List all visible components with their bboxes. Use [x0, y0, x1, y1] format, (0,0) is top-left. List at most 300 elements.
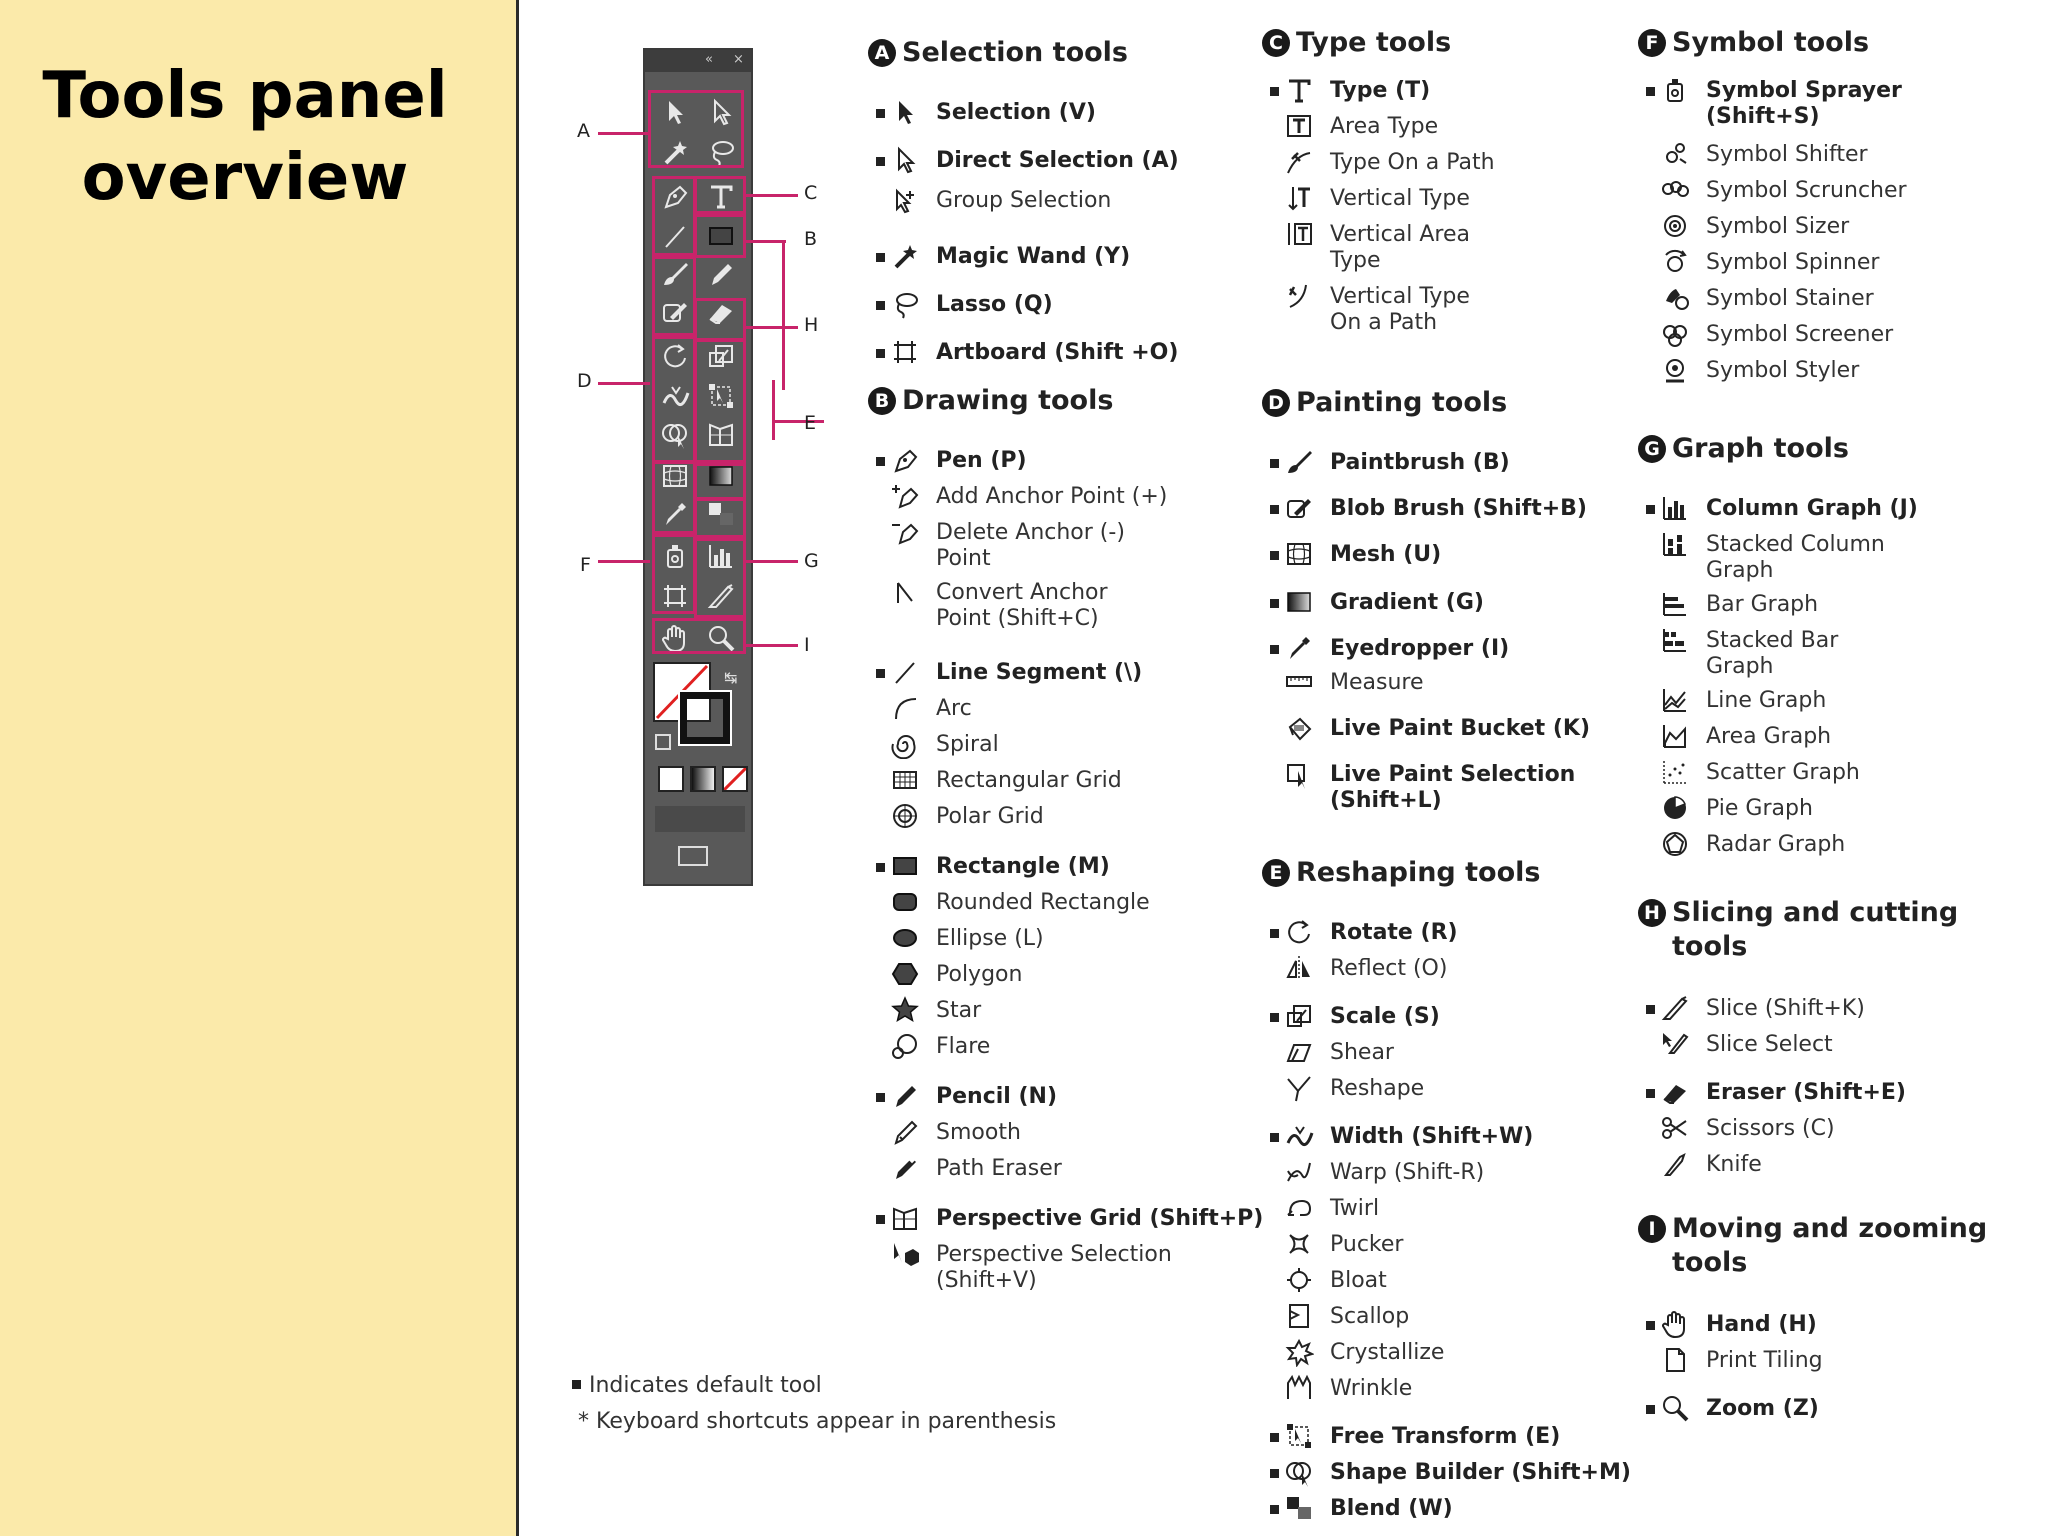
tool-label-line-1: Stacked Column [1706, 532, 1885, 557]
tool-label [1330, 670, 1424, 696]
callout-label-B: B [804, 228, 818, 250]
callout-box-E [694, 338, 746, 466]
tool-label [1706, 214, 1849, 240]
slice-icon [1660, 993, 1690, 1023]
note-bullet [572, 1380, 581, 1389]
callout-leader-line [598, 560, 650, 563]
default-tool-bullet [1270, 551, 1279, 560]
tool-label-line-1: Group Selection [936, 188, 1112, 213]
default-tool-bullet [876, 349, 885, 358]
tool-label-line-2: (Shift+S) [1706, 104, 1820, 129]
tool-label [1706, 532, 1885, 584]
callout-leader-line [746, 644, 798, 647]
tool-label [936, 448, 1027, 474]
tool-label-line-1: Scissors (C) [1706, 1116, 1835, 1141]
tool-label [1706, 250, 1879, 276]
symbol-spinner-icon [1660, 247, 1690, 277]
perspective-select-icon [890, 1239, 920, 1269]
vertical-type-icon [1284, 183, 1314, 213]
width-icon [1284, 1121, 1314, 1151]
default-tool-note [572, 1373, 822, 1398]
gradient-mode-icon[interactable] [690, 766, 716, 792]
twirl-icon [1284, 1193, 1314, 1223]
tool-label-line-1: Vertical Type [1330, 186, 1470, 211]
symbol-sprayer-icon [1660, 75, 1690, 105]
bar-graph-icon [1660, 589, 1690, 619]
vertical-area-type-icon [1284, 219, 1314, 249]
callout-leader-line [746, 560, 798, 563]
section-title-text-2: tools [1672, 1247, 1748, 1278]
delete-anchor-icon [890, 517, 920, 547]
tool-label [936, 1156, 1062, 1182]
shape-builder-icon [1284, 1457, 1314, 1487]
paint-select-icon [1284, 759, 1314, 789]
tool-label [936, 998, 981, 1024]
tool-label [1706, 1116, 1835, 1142]
tool-label-line-1: Line Graph [1706, 688, 1827, 713]
tool-label [936, 768, 1122, 794]
tool-label [1706, 592, 1818, 618]
tool-label [1330, 716, 1590, 742]
hand-icon [1660, 1309, 1690, 1339]
reshape-icon [1284, 1073, 1314, 1103]
default-tool-bullet [1270, 599, 1279, 608]
tool-label-line-1: Polar Grid [936, 804, 1044, 829]
title-line-1: Tools panel [42, 59, 448, 133]
callout-box-G1 [694, 498, 746, 538]
section-title-text: Symbol tools [1672, 27, 1870, 58]
tool-label [1706, 724, 1831, 750]
tool-label [1330, 542, 1441, 568]
tool-label-line-1: Eraser (Shift+E) [1706, 1080, 1906, 1105]
tool-label-line-1: Reshape [1330, 1076, 1425, 1101]
tool-label-line-1: Twirl [1330, 1196, 1380, 1221]
symbol-stainer-icon [1660, 283, 1690, 313]
paintbrush-icon [1284, 447, 1314, 477]
tool-label [1330, 186, 1470, 212]
polygon-icon [890, 959, 920, 989]
tool-label-line-2: Type [1330, 248, 1381, 273]
none-mode-icon[interactable] [722, 766, 748, 792]
tool-label [1330, 496, 1587, 522]
stroke-swatch[interactable] [680, 692, 730, 744]
tool-label-line-1: Bar Graph [1706, 592, 1819, 617]
callout-leader-line [598, 132, 650, 135]
tool-label-line-1: Eyedropper (I) [1330, 636, 1510, 661]
section-title-text: Painting tools [1296, 387, 1508, 418]
tool-label [1706, 832, 1845, 858]
rectangle-icon [890, 851, 920, 881]
direct-arrow-icon [890, 145, 920, 175]
tool-label-line-1: Area Type [1330, 114, 1439, 139]
tool-label-line-1: Rectangle (M) [936, 854, 1110, 879]
tool-label-line-1: Symbol Sprayer [1706, 78, 1902, 103]
callout-label-F: F [580, 554, 591, 576]
tool-label-line-1: Vertical Area [1330, 222, 1470, 247]
tool-label-line-1: Measure [1330, 670, 1424, 695]
callout-box-G2 [694, 538, 746, 618]
tool-label-line-1: Symbol Sizer [1706, 214, 1850, 239]
title-line-2: overview [81, 141, 409, 215]
tool-label-line-1: Pencil (N) [936, 1084, 1058, 1109]
tool-label-line-1: Column Graph (J) [1706, 496, 1918, 521]
tool-label [936, 520, 1125, 572]
line-graph-icon [1660, 685, 1690, 715]
tool-label [1706, 1080, 1906, 1106]
polar-grid-icon [890, 801, 920, 831]
tool-label [1706, 760, 1860, 786]
tool-label-line-2: Graph [1706, 558, 1774, 583]
star-icon [890, 995, 920, 1025]
default-tool-bullet [1270, 929, 1279, 938]
tool-label-line-1: Selection (V) [936, 100, 1096, 125]
tool-label-line-1: Live Paint Bucket (K) [1330, 716, 1591, 741]
tool-label [1330, 114, 1438, 140]
callout-leader-line [772, 420, 824, 423]
tool-label-line-1: Slice (Shift+K) [1706, 996, 1865, 1021]
tool-label [1706, 78, 1902, 130]
tool-label-line-2: (Shift+V) [936, 1268, 1037, 1293]
tool-label [1330, 1376, 1412, 1402]
tool-label [1330, 1196, 1379, 1222]
free-transform-icon [1284, 1421, 1314, 1451]
tool-label [1330, 1124, 1533, 1150]
default-tool-bullet [876, 109, 885, 118]
tool-label-line-1: Hand (H) [1706, 1312, 1817, 1337]
tool-label [1330, 1160, 1484, 1186]
default-tool-bullet [1646, 87, 1655, 96]
section-title-selection [868, 36, 1128, 70]
tool-label [936, 962, 1022, 988]
tool-label [936, 340, 1178, 366]
tool-label [1330, 956, 1447, 982]
tool-label [1330, 636, 1509, 662]
default-colors-icon[interactable] [655, 734, 671, 750]
tool-label-line-1: Paintbrush (B) [1330, 450, 1510, 475]
symbol-sizer-icon [1660, 211, 1690, 241]
knife-icon [1660, 1149, 1690, 1179]
tool-label [1706, 496, 1918, 522]
default-tool-bullet [876, 669, 885, 678]
tool-label-line-1: Rounded Rectangle [936, 890, 1150, 915]
stacked-column-icon [1660, 529, 1690, 559]
section-letter-badge: I [1638, 1215, 1666, 1243]
callout-box-F1 [652, 460, 696, 534]
callout-leader-line [782, 240, 785, 390]
add-anchor-icon [890, 481, 920, 511]
section-title-slicing [1638, 896, 1958, 964]
tool-label-line-2: Point [936, 546, 991, 571]
section-letter-badge: B [868, 387, 896, 415]
tool-label-line-1: Line Segment (\) [936, 660, 1143, 685]
tool-label-line-2: On a Path [1330, 310, 1438, 335]
tool-label-line-1: Pucker [1330, 1232, 1404, 1257]
section-letter-badge: G [1638, 435, 1666, 463]
default-tool-bullet [1270, 505, 1279, 514]
default-tool-bullet [1646, 1405, 1655, 1414]
tool-label [1330, 150, 1495, 176]
vertical-type-path-icon [1284, 281, 1314, 311]
tool-label-line-1: Star [936, 998, 982, 1023]
shortcut-note: * Keyboard shortcuts appear in parenthesis [578, 1409, 1057, 1434]
spiral-icon [890, 729, 920, 759]
tool-label [936, 660, 1142, 686]
tool-label-line-1: Mesh (U) [1330, 542, 1442, 567]
tool-label [1330, 284, 1470, 336]
tool-label [936, 926, 1044, 952]
tool-label [936, 854, 1110, 880]
swap-icon[interactable]: ↹ [724, 668, 738, 687]
callout-label-D: D [577, 370, 592, 392]
section-title-painting [1262, 386, 1507, 420]
callout-label-E: E [804, 412, 817, 434]
wrinkle-icon [1284, 1373, 1314, 1403]
flare-icon [890, 1031, 920, 1061]
tool-label-line-1: Magic Wand (Y) [936, 244, 1131, 269]
draw-modes-row [655, 806, 745, 832]
symbol-scruncher-icon [1660, 175, 1690, 205]
tool-label-line-1: Pen (P) [936, 448, 1027, 473]
tool-label-line-1: Slice Select [1706, 1032, 1833, 1057]
tool-label-line-1: Symbol Shifter [1706, 142, 1868, 167]
callout-leader-line [746, 240, 786, 243]
tool-label [1330, 1340, 1444, 1366]
callout-box-H [694, 298, 746, 342]
rounded-rect-icon [890, 887, 920, 917]
symbol-shifter-icon [1660, 139, 1690, 169]
ellipse-icon [890, 923, 920, 953]
section-title-moving [1638, 1212, 1987, 1280]
tool-label [1706, 628, 1838, 680]
default-tool-bullet [1270, 645, 1279, 654]
group-arrow-icon [890, 185, 920, 215]
panel-title-bar [645, 50, 751, 72]
tool-label [936, 148, 1179, 174]
tool-label [1330, 1460, 1631, 1486]
section-title-reshaping [1262, 856, 1540, 890]
callout-box-B-right [694, 214, 746, 258]
zoom-icon [1660, 1393, 1690, 1423]
tool-label-line-1: Symbol Screener [1706, 322, 1894, 347]
callout-box-D1 [652, 256, 696, 336]
tool-label-line-1: Perspective Grid (Shift+P) [936, 1206, 1264, 1231]
tool-label-line-2: Point (Shift+C) [936, 606, 1099, 631]
tool-label [1330, 1004, 1440, 1030]
section-title-text: Reshaping tools [1296, 857, 1541, 888]
section-title-text: Selection tools [902, 37, 1128, 68]
tool-label [936, 1206, 1263, 1232]
default-tool-bullet [876, 1215, 885, 1224]
tool-label-line-1: Add Anchor Point (+) [936, 484, 1168, 509]
tool-label [1330, 1424, 1560, 1450]
rect-grid-icon [890, 765, 920, 795]
column-graph-icon [1660, 493, 1690, 523]
tool-label [1706, 1152, 1762, 1178]
section-title-text: Type tools [1296, 27, 1452, 58]
default-tool-bullet [1270, 1433, 1279, 1442]
section-letter-badge: E [1262, 859, 1290, 887]
tool-label-line-1: Warp (Shift-R) [1330, 1160, 1485, 1185]
tool-label [1330, 762, 1575, 814]
tool-label-line-1: Zoom (Z) [1706, 1396, 1819, 1421]
stacked-bar-icon [1660, 625, 1690, 655]
tool-label [936, 100, 1096, 126]
perspective-grid-icon [890, 1203, 920, 1233]
section-title-symbol [1638, 26, 1869, 60]
tool-label [1706, 796, 1813, 822]
callout-leader-line [772, 380, 775, 440]
scallop-icon [1284, 1301, 1314, 1331]
tool-label-line-1: Stacked Bar [1706, 628, 1839, 653]
tool-label-line-1: Perspective Selection [936, 1242, 1172, 1267]
gradient-icon [1284, 587, 1314, 617]
slide-title [0, 55, 490, 219]
bloat-icon [1284, 1265, 1314, 1295]
tool-label [1706, 322, 1893, 348]
tool-label-line-1: Artboard (Shift +O) [936, 340, 1179, 365]
panel-pencil-icon[interactable] [701, 256, 741, 292]
callout-box-A [648, 90, 744, 168]
callout-leader-line [746, 194, 798, 197]
tool-label-line-1: Gradient (G) [1330, 590, 1484, 615]
default-tool-bullet [1646, 1005, 1655, 1014]
rotate-icon [1284, 917, 1314, 947]
default-tool-bullet [1270, 1505, 1279, 1514]
tool-label [936, 292, 1053, 318]
slice-select-icon [1660, 1029, 1690, 1059]
tool-label-line-1: Flare [936, 1034, 991, 1059]
default-tool-bullet [876, 1093, 885, 1102]
arc-icon [890, 693, 920, 723]
scissors-icon [1660, 1113, 1690, 1143]
tool-label-line-1: Vertical Type [1330, 284, 1470, 309]
callout-box-B-left [652, 176, 696, 256]
section-title-text: Drawing tools [902, 385, 1114, 416]
collapse-icon: « [705, 52, 713, 67]
scale-icon [1284, 1001, 1314, 1031]
line-icon [890, 657, 920, 687]
tool-label [1330, 1040, 1394, 1066]
convert-anchor-icon [890, 577, 920, 607]
lasso-icon [890, 289, 920, 319]
measure-icon [1284, 667, 1314, 697]
tool-label-line-1: Type On a Path [1330, 150, 1495, 175]
tool-label [1330, 1268, 1387, 1294]
path-eraser-icon [890, 1153, 920, 1183]
section-title-drawing [868, 384, 1113, 418]
callout-box-C [694, 176, 746, 214]
eyedropper-icon [1284, 633, 1314, 663]
tool-label-line-1: Crystallize [1330, 1340, 1445, 1365]
tool-label [1330, 222, 1470, 274]
tool-label-line-1: Width (Shift+W) [1330, 1124, 1534, 1149]
tool-label [1330, 450, 1510, 476]
tool-label-line-1: Polygon [936, 962, 1023, 987]
section-letter-badge: H [1638, 899, 1666, 927]
section-title-text: Slicing and cutting [1672, 897, 1959, 928]
magic-wand-icon [890, 241, 920, 271]
color-mode-icon[interactable] [658, 766, 684, 792]
tool-label [1706, 1312, 1817, 1338]
section-letter-badge: A [868, 39, 896, 67]
callout-label-G: G [804, 550, 819, 572]
callout-label-I: I [804, 634, 810, 656]
default-tool-bullet [876, 457, 885, 466]
close-icon: × [733, 52, 744, 67]
pencil-icon [890, 1081, 920, 1111]
pie-graph-icon [1660, 793, 1690, 823]
default-tool-bullet [1270, 87, 1279, 96]
default-tool-bullet [876, 253, 885, 262]
callout-box-F3 [652, 534, 696, 614]
blob-brush-icon [1284, 493, 1314, 523]
default-tool-bullet [876, 863, 885, 872]
tool-label [936, 580, 1108, 632]
section-title-text: Moving and zooming [1672, 1213, 1988, 1244]
tool-label [1706, 1348, 1823, 1374]
default-tool-bullet [1270, 1013, 1279, 1022]
tool-label-line-1: Bloat [1330, 1268, 1387, 1293]
pucker-icon [1284, 1229, 1314, 1259]
tool-label-line-1: Convert Anchor [936, 580, 1108, 605]
tool-label [1706, 688, 1826, 714]
tool-label-line-1: Wrinkle [1330, 1376, 1413, 1401]
divider-line [516, 0, 519, 1536]
tool-label-line-2: (Shift+L) [1330, 788, 1442, 813]
tool-label-line-1: Blend (W) [1330, 1496, 1453, 1521]
arrow-icon [890, 97, 920, 127]
default-tool-bullet [1270, 459, 1279, 468]
tool-label [936, 1120, 1021, 1146]
tool-label [1706, 142, 1868, 168]
warp-icon [1284, 1157, 1314, 1187]
tool-label-line-1: Delete Anchor (-) [936, 520, 1125, 545]
callout-label-H: H [804, 314, 819, 336]
tool-label-line-1: Smooth [936, 1120, 1021, 1145]
section-title-graph [1638, 432, 1849, 466]
default-tool-bullet [1270, 1469, 1279, 1478]
tool-label-line-1: Spiral [936, 732, 999, 757]
default-tool-bullet [1646, 1321, 1655, 1330]
default-tool-bullet [1646, 1089, 1655, 1098]
tool-label-line-1: Path Eraser [936, 1156, 1062, 1181]
default-tool-bullet [876, 157, 885, 166]
default-note-text: Indicates default tool [589, 1373, 822, 1398]
section-title-type [1262, 26, 1451, 60]
tool-label [936, 484, 1167, 510]
tool-label-line-1: Shear [1330, 1040, 1394, 1065]
scatter-graph-icon [1660, 757, 1690, 787]
callout-label-A: A [577, 120, 590, 142]
tool-label [1330, 78, 1430, 104]
tool-label [936, 1242, 1172, 1294]
symbol-styler-icon [1660, 355, 1690, 385]
tool-label [1330, 1232, 1403, 1258]
tool-label-line-1: Rotate (R) [1330, 920, 1458, 945]
tool-label-line-1: Rectangular Grid [936, 768, 1122, 793]
tool-label-line-1: Pie Graph [1706, 796, 1813, 821]
callout-box-D2 [652, 336, 696, 464]
paint-bucket-icon [1284, 713, 1314, 743]
tool-label [936, 1034, 990, 1060]
artboard-icon [890, 337, 920, 367]
tool-label-line-1: Shape Builder (Shift+M) [1330, 1460, 1631, 1485]
radar-graph-icon [1660, 829, 1690, 859]
callout-label-C: C [804, 182, 818, 204]
screen-mode-icon[interactable] [678, 846, 708, 866]
tool-label-line-1: Blob Brush (Shift+B) [1330, 496, 1587, 521]
tool-label-line-1: Live Paint Selection [1330, 762, 1576, 787]
